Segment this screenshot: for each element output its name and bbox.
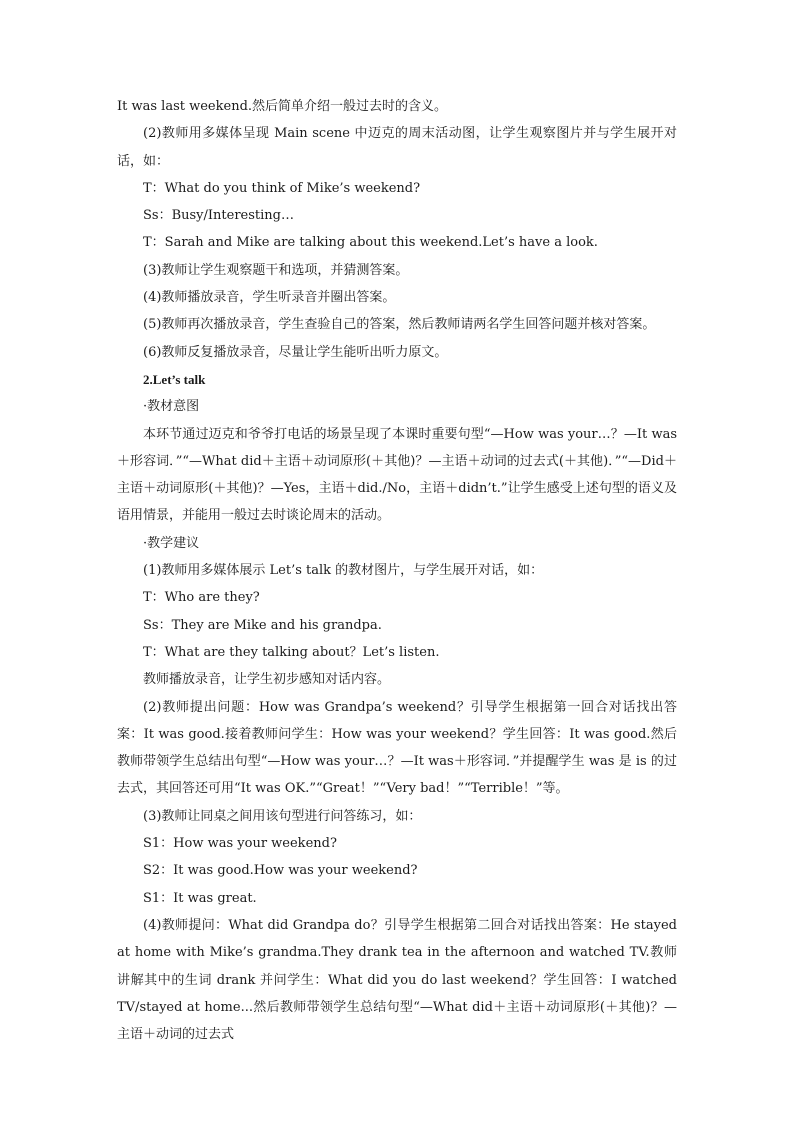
dialogue-students-line: Ss：Busy/Interesting… [143, 208, 294, 224]
subheading-textbook-intent: ·教材意图 [143, 399, 200, 415]
paragraph-suggestion-3: (3)教师让同桌之间用该句型进行问答练习，如： [143, 808, 422, 824]
dialogue-s1-line: S1：How was your weekend? [143, 836, 337, 852]
dialogue-teacher-line: T：What do you think of Mike’s weekend? [143, 180, 421, 196]
document-page [117, 93, 677, 1048]
dialogue-teacher-line: T：What are they talking about？Let’s listen. [143, 644, 440, 660]
subheading-teaching-suggestions: ·教学建议 [143, 535, 200, 551]
dialogue-teacher-line: T：Who are they? [143, 590, 260, 606]
paragraph-suggestion-1: (1)教师用多媒体展示 Let’s talk 的教材图片，与学生展开对话，如： [143, 563, 544, 579]
paragraph-step-3: (3)教师让学生观察题干和选项，并猜测答案。 [143, 262, 409, 278]
dialogue-s2-line: S2：It was good.How was your weekend? [143, 863, 418, 879]
paragraph-play-recording: 教师播放录音，让学生初步感知对话内容。 [143, 672, 391, 688]
paragraph-step-6: (6)教师反复播放录音，尽量让学生能听出听力原文。 [143, 344, 448, 360]
section-heading-lets-talk: 2.Let’s talk [143, 371, 206, 387]
dialogue-s1-line: S1：It was great. [143, 890, 257, 906]
paragraph-step-5: (5)教师再次播放录音，学生查验自己的答案，然后教师请两名学生回答问题并核对答案。 [143, 317, 656, 333]
paragraph-suggestion-4: (4)教师提问：What did Grandpa do？引导学生根据第二回合对话找出答案：He stayed at home with Mike’s grandma.They drank tea in the afternoon and watched TV.教师讲解其中的生词 drank 并问学生：What did you do last weekend？学生回答：I watched TV/stayed at home...然后教师带领学生总结句型“—What did＋主语＋动词原形(＋其他)？—主语＋动词的过去式 [117, 917, 677, 1043]
paragraph-step-2-main-scene: (2)教师用多媒体呈现 Main scene 中迈克的周末活动图，让学生观察图片并与学生展开对话，如： [117, 126, 677, 169]
paragraph-textbook-intent: 本环节通过迈克和爷爷打电话的场景呈现了本课时重要句型“—How was your…？—It was＋形容词．”“—What did＋主语＋动词原形(＋其他)？—主语＋动词的过去式(＋其他)．”“—Did＋主语＋动词原形(＋其他)？—Yes，主语＋did./No，主语＋didn’t.”让学生感受上述句型的语义及语用情景，并能用一般过去时谈论周末的活动。 [117, 426, 677, 524]
paragraph-weekend-intro: It was last weekend.然后简单介绍一般过去时的含义。 [117, 99, 448, 114]
dialogue-students-line: Ss：They are Mike and his grandpa. [143, 617, 382, 633]
paragraph-suggestion-2: (2)教师提出问题：How was Grandpa’s weekend？引导学生根据第一回合对话找出答案：It was good.接着教师问学生：How was your weekend？学生回答：It was good.然后教师带领学生总结出句型“—How was your…？—It was＋形容词．”并提醒学生 was 是 is 的过去式，其回答还可用“It was OK.”“Great！”“Very bad！”“Terrible！”等。 [117, 699, 677, 797]
paragraph-step-4: (4)教师播放录音，学生听录音并圈出答案。 [143, 290, 396, 306]
dialogue-teacher-line: T：Sarah and Mike are talking about this weekend.Let’s have a look. [143, 235, 598, 251]
